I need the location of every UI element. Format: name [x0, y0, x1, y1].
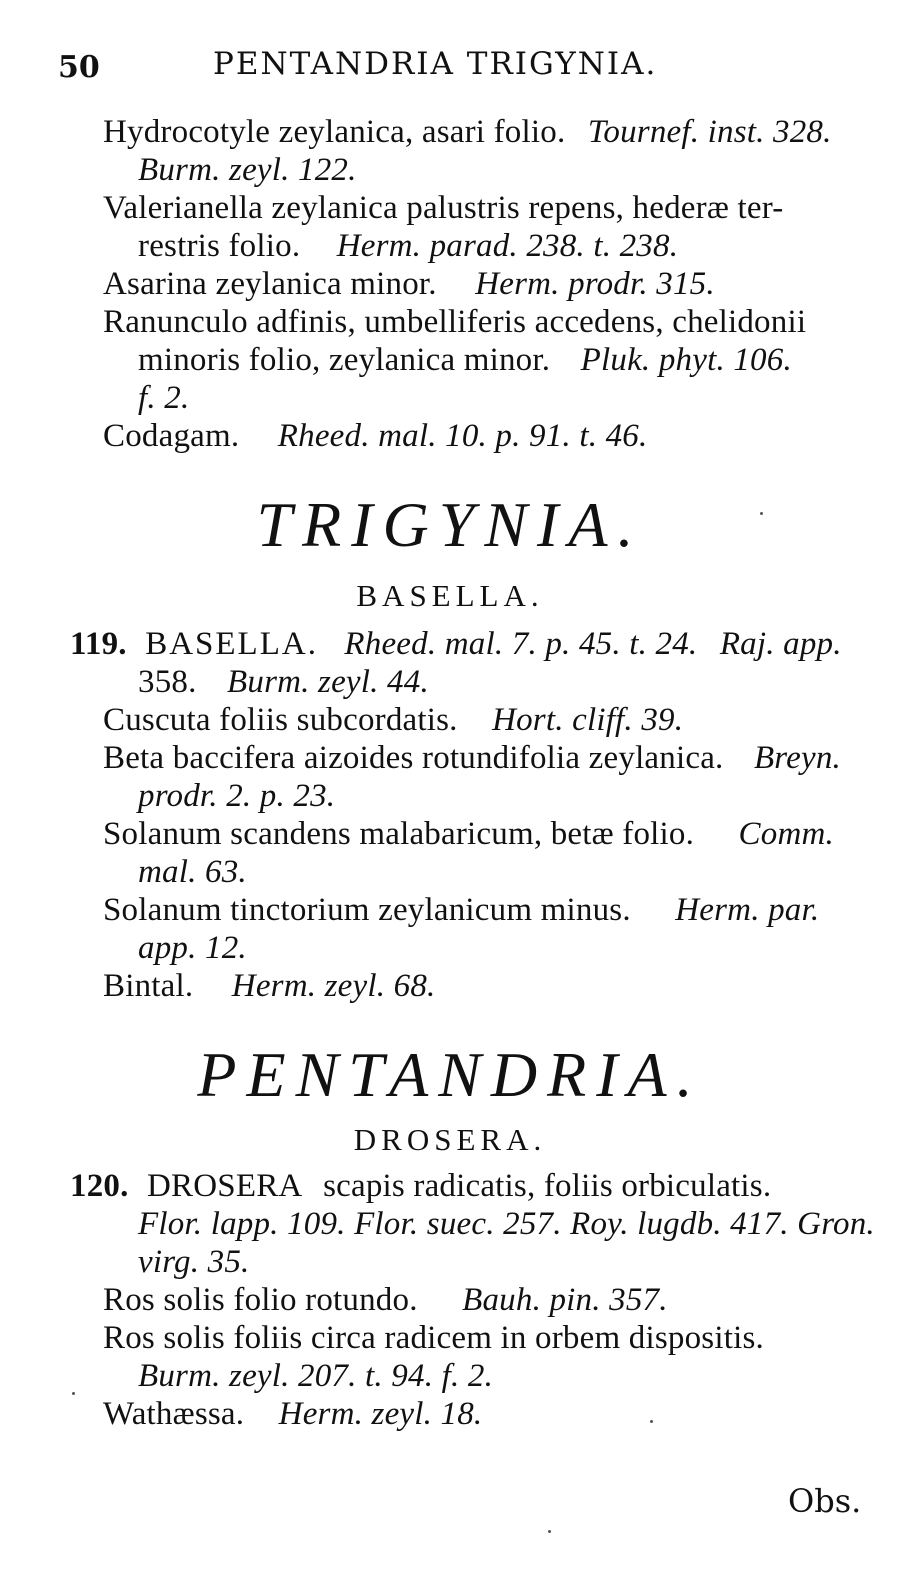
plant-name: Cuscuta foliis subcordatis.: [103, 702, 458, 738]
scan-speck: [548, 1530, 551, 1533]
plant-name: restris folio.: [138, 228, 301, 264]
section-heading: PENTANDRIA.: [197, 1039, 703, 1110]
species-name: BASELLA.: [145, 626, 318, 662]
genus-heading: BASELLA.: [356, 578, 544, 613]
citation: Herm. zeyl. 18.: [278, 1396, 483, 1432]
citation: mal. 63.: [138, 854, 247, 890]
entry-line: [103, 966, 436, 1006]
scan-speck: [72, 1392, 75, 1395]
citation: f. 2.: [138, 380, 190, 416]
citation: app. 12.: [138, 930, 247, 966]
citation: Raj. app.: [719, 626, 842, 662]
page-number: 50: [58, 50, 100, 85]
citation: 358.: [138, 664, 197, 700]
species-number: 119.: [70, 626, 127, 662]
entry-line: [70, 624, 842, 664]
plant-name: Ranunculo adfinis, umbelliferis accedens, chelidonii: [103, 304, 807, 340]
plant-name: Asarina zeylanica minor.: [103, 266, 437, 302]
citation: prodr. 2. p. 23.: [138, 778, 336, 814]
entry-line: [103, 814, 834, 854]
citation: Herm. parad. 238. t. 238.: [336, 228, 679, 264]
scan-speck: [760, 512, 763, 515]
running-title: PENTANDRIA TRIGYNIA.: [213, 46, 658, 82]
species-name: DROSERA: [147, 1168, 301, 1204]
plant-name: Bintal.: [103, 968, 194, 1004]
citation: Rheed. mal. 10. p. 91. t. 46.: [277, 418, 648, 454]
citation: Herm. par.: [675, 892, 820, 928]
citation: Tournef. inst. 328.: [587, 114, 832, 150]
citation: Pluk. phyt. 106.: [580, 342, 792, 378]
citation: Burm. zeyl. 44.: [227, 664, 429, 700]
section-heading: TRIGYNIA.: [256, 489, 644, 560]
entry-line: [138, 340, 792, 380]
plant-name: Beta baccifera aizoides rotundifolia zeylanica.: [103, 740, 724, 776]
genus-heading: DROSERA.: [353, 1122, 547, 1157]
species-description: scapis radicatis, foliis orbiculatis.: [323, 1168, 772, 1204]
entry-line: [70, 1166, 771, 1206]
entry-line: [103, 112, 832, 152]
citation: Bauh. pin. 357.: [462, 1282, 668, 1318]
citation: Flor. lapp. 109. Flor. suec. 257. Roy. lugdb. 417. Gron.: [138, 1206, 875, 1242]
entry-line: [103, 890, 819, 930]
plant-name: Solanum tinctorium zeylanicum minus.: [103, 892, 631, 928]
entry-line: [103, 700, 683, 740]
entry-line: [138, 662, 429, 702]
entry-line: [138, 226, 678, 266]
citation: virg. 35.: [138, 1244, 250, 1280]
citation: Breyn.: [753, 740, 841, 776]
species-number: 120.: [70, 1168, 129, 1204]
entry-line: [103, 738, 841, 778]
citation: Hort. cliff. 39.: [492, 702, 684, 738]
plant-name: Ros solis foliis circa radicem in orbem dispositis.: [103, 1320, 764, 1356]
citation: Burm. zeyl. 207. t. 94. f. 2.: [138, 1358, 494, 1394]
plant-name: Wathæssa.: [103, 1396, 245, 1432]
citation: Burm. zeyl. 122.: [138, 152, 357, 188]
entry-line: [103, 264, 715, 304]
citation: Comm.: [738, 816, 834, 852]
scan-speck: [650, 1420, 653, 1423]
plant-name: Hydrocotyle zeylanica, asari folio.: [103, 114, 566, 150]
plant-name: Valerianella zeylanica palustris repens, hederæ ter-: [103, 190, 784, 226]
plant-name: Codagam.: [103, 418, 240, 454]
entry-line: [103, 1280, 668, 1320]
plant-name: Ros solis folio rotundo.: [103, 1282, 418, 1318]
citation: Herm. prodr. 315.: [475, 266, 715, 302]
citation: Herm. zeyl. 68.: [231, 968, 436, 1004]
entry-line: [103, 1394, 482, 1434]
entry-line: [103, 416, 647, 456]
plant-name: minoris folio, zeylanica minor.: [138, 342, 551, 378]
citation: Rheed. mal. 7. p. 45. t. 24.: [344, 626, 698, 662]
catchword: Obs.: [788, 1482, 862, 1520]
plant-name: Solanum scandens malabaricum, betæ folio.: [103, 816, 695, 852]
